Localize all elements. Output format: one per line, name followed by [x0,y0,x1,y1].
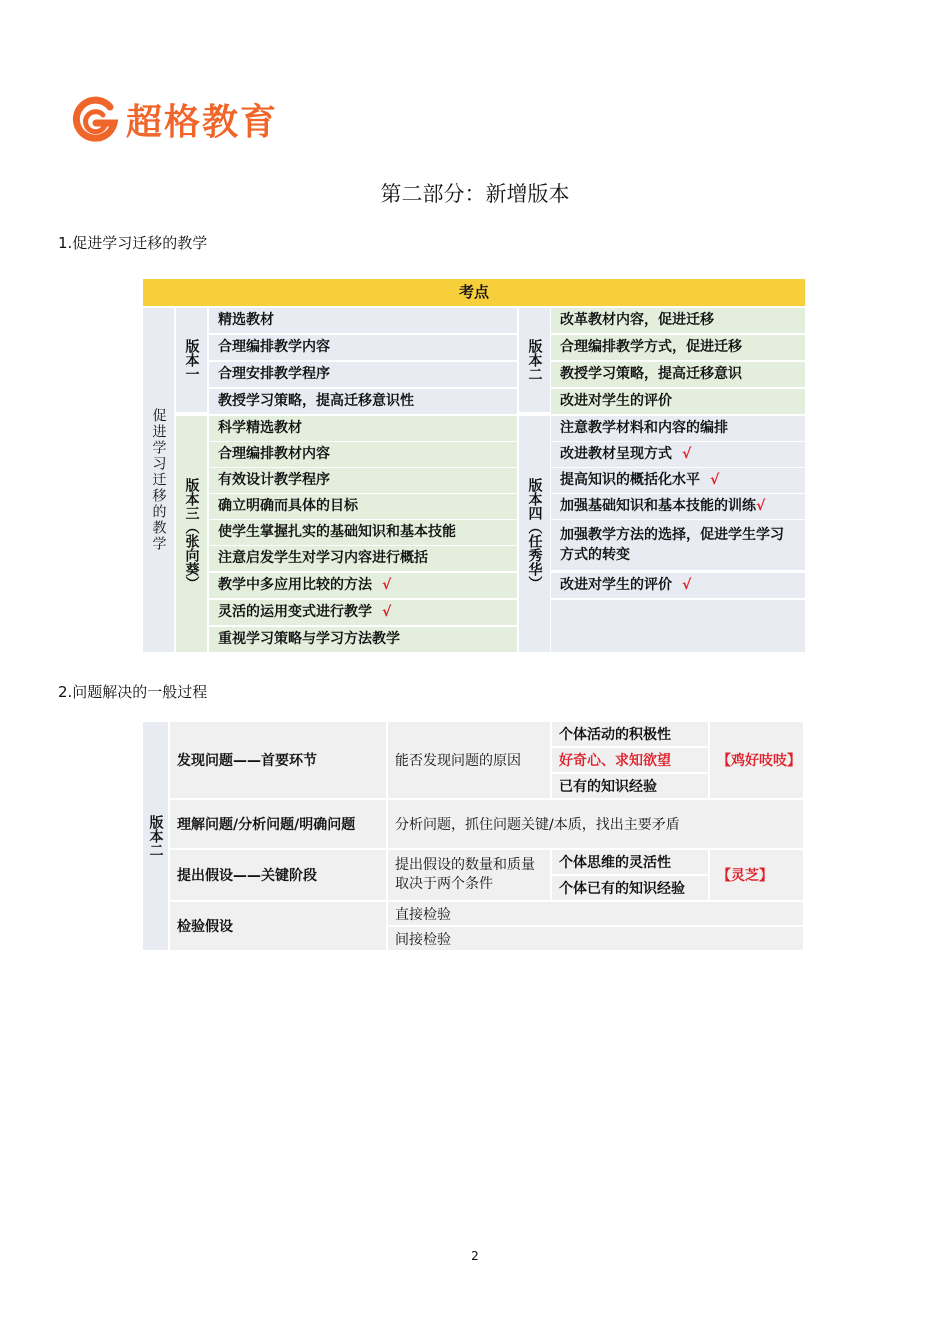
stage-cell: 理解问题/分析问题/明确问题 [170,800,386,848]
v2-item: 合理编排教学方式，促进迁移 [551,335,805,360]
desc-cell: 提出假设的数量和质量取决于两个条件 [388,850,550,900]
v2-item: 教授学习策略，提高迁移意识 [551,362,805,387]
v4-item: 加强基础知识和基本技能的训练√ [551,494,805,519]
section2-title: 2.问题解决的一般过程 [58,683,208,701]
version2-label: 版本二 [519,308,550,412]
page-number: 2 [471,1249,479,1263]
desc-cell: 分析问题，抓住问题关键/本质，找出主要矛盾 [388,800,803,848]
v1-item: 精选教材 [209,308,517,333]
problem-solving-table [143,722,803,950]
v1-item: 教授学习策略，提高迁移意识性 [209,389,517,414]
section1-title: 1.促进学习迁移的教学 [58,234,208,252]
factor-cell: 个体已有的知识经验 [552,876,708,900]
v3-item: 确立明确而具体的目标 [209,494,517,519]
v4-item: 注意教学材料和内容的编排 [551,416,805,441]
mnemonic-cell: 【灵芝】 [710,850,803,900]
mnemonic-cell: 【鸡好吱吱】 [710,722,803,798]
desc-cell: 能否发现问题的原因 [388,722,550,798]
v2-item: 改革教材内容，促进迁移 [551,308,805,333]
v4-item: 改进教材呈现方式 √ [551,442,805,467]
empty-cell [551,600,805,652]
stage-cell: 提出假设——关键阶段 [170,850,386,900]
v4-item: 加强教学方法的选择，促进学生学习方式的转变 [551,520,805,570]
v3-item: 科学精选教材 [209,416,517,441]
table1-side-label: 促进学习迁移的教学 [143,308,174,652]
v3-item: 灵活的运用变式进行教学 √ [209,600,517,625]
v4-item: 提高知识的概括化水平 √ [551,468,805,493]
v3-item: 使学生掌握扎实的基础知识和基本技能 [209,520,517,545]
v3-item: 教学中多应用比较的方法 √ [209,573,517,598]
factor-cell: 个体思维的灵活性 [552,850,708,874]
check-mark: √ [382,577,392,593]
factor-cell: 好奇心、求知欲望 [552,748,708,772]
v4-item: 改进对学生的评价 √ [551,573,805,598]
stage-cell: 发现问题——首要环节 [170,722,386,798]
check-mark: √ [682,577,692,593]
transfer-teaching-table [143,279,805,652]
v1-item: 合理编排教学内容 [209,335,517,360]
check-mark: √ [382,604,392,620]
table2-version-label: 版本二 [143,722,168,950]
logo-mark-icon [70,95,120,145]
stage-cell: 检验假设 [170,902,386,950]
v2-item: 改进对学生的评价 [551,389,805,414]
v3-item: 有效设计教学程序 [209,468,517,493]
check-mark: √ [710,472,720,488]
logo [70,94,278,145]
v3-item: 注意启发学生对学习内容进行概括 [209,546,517,571]
check-mark: √ [682,446,692,462]
version1-label: 版本一 [176,308,207,412]
logo-text: 超格教育 [126,102,279,143]
v3-item: 合理编排教材内容 [209,442,517,467]
method-cell: 直接检验 [388,902,803,925]
version4-label: 版本四（任秀华） [519,416,550,652]
page-title: 第二部分：新增版本 [380,182,570,206]
method-cell: 间接检验 [388,927,803,950]
v3-item: 重视学习策略与学习方法教学 [209,627,517,652]
check-mark: √ [756,498,766,514]
factor-cell: 已有的知识经验 [552,774,708,798]
factor-cell: 个体活动的积极性 [552,722,708,746]
table1-header: 考点 [143,279,805,306]
v1-item: 合理安排教学程序 [209,362,517,387]
version3-label: 版本三（张向葵） [176,416,207,652]
